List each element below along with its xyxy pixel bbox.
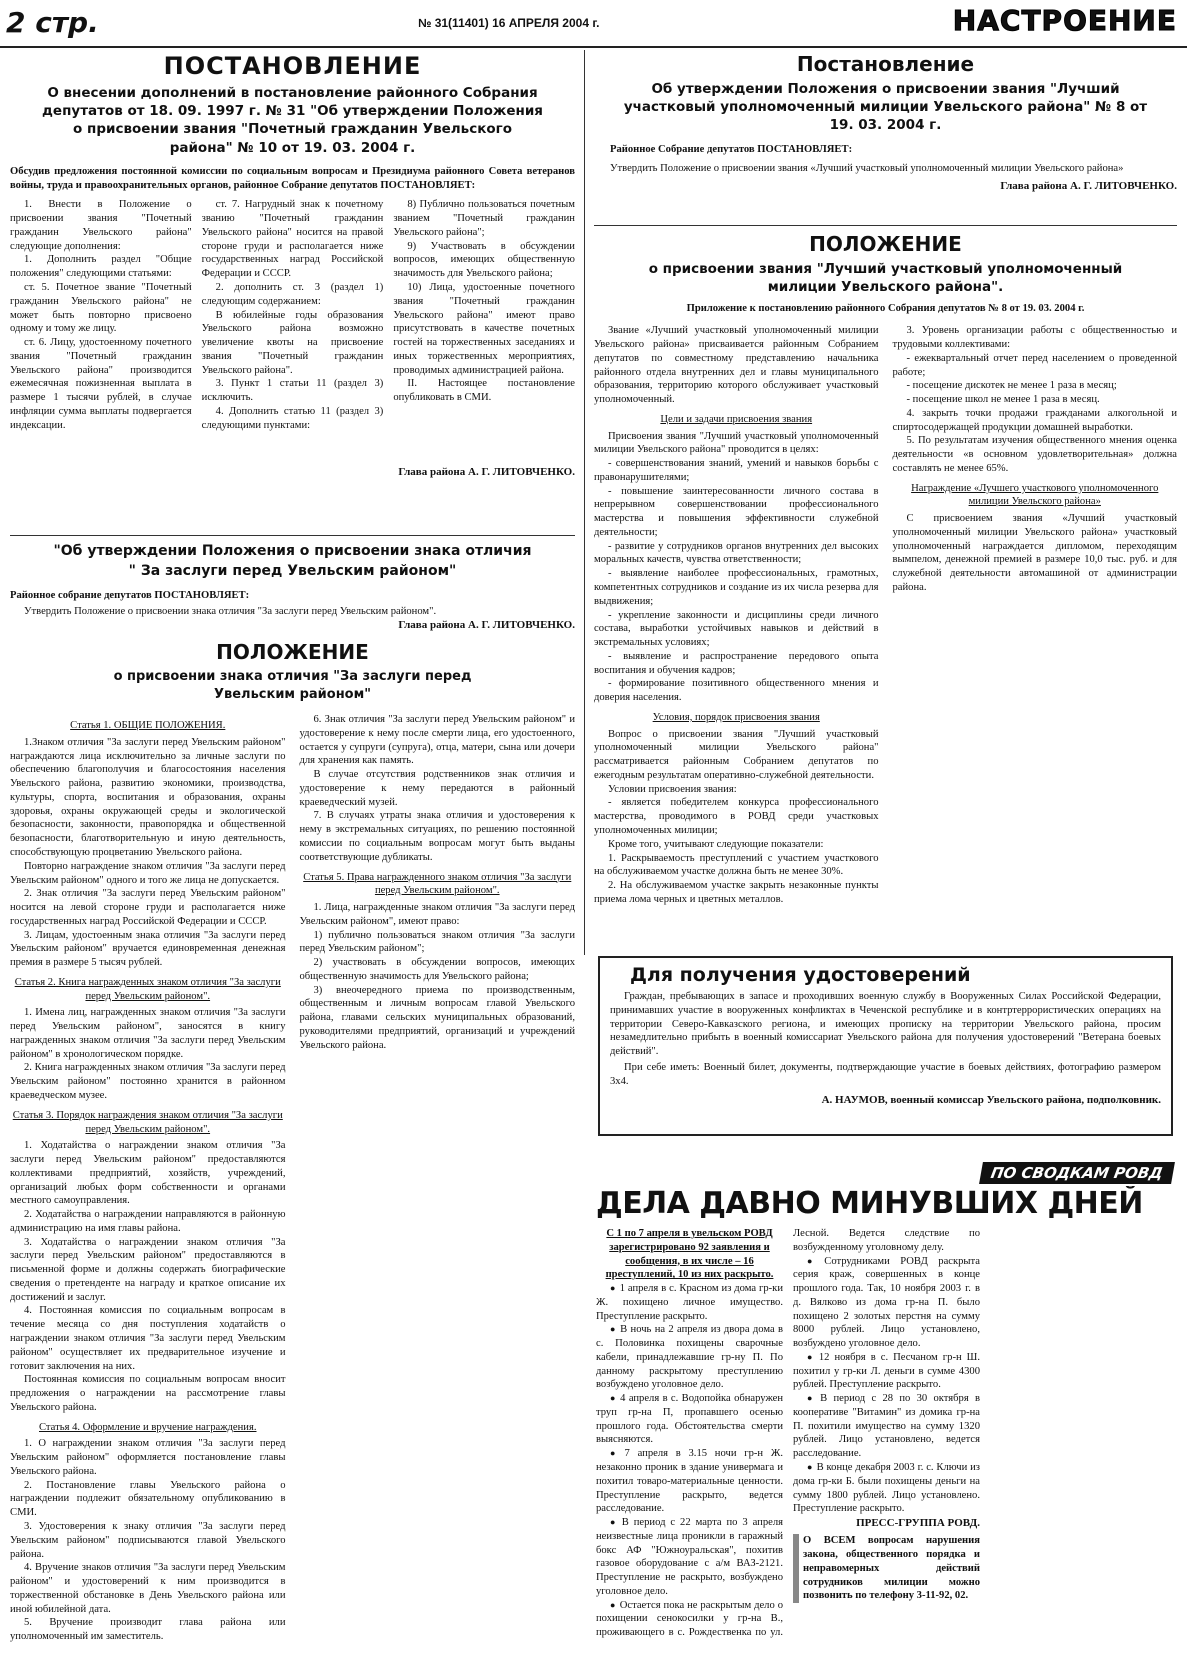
- paragraph: Условии присвоения звания:: [608, 783, 737, 795]
- paragraph: 4. Дополнить статью 11 (раздел 3) следующими пунктами:: [201, 405, 384, 431]
- decree-text: Утвердить Положение о присвоении звания «Лучший участковый уполномоченный милиции Увельского района»: [610, 163, 1124, 175]
- article-heading: Статья 5. Права награжденного знаком отличия "За заслуги перед Увельским районом".: [303, 871, 572, 897]
- paragraph: 2. Постановление главы Увельского района о награждении подлежит обязательному опубликованию в СМИ.: [10, 1479, 286, 1519]
- paragraph: - ежеквартальный отчет перед населением о проведенной работе;: [892, 352, 1177, 378]
- paragraph: Присвоения звания "Лучший участковый уполномоченный милиции Увельского района" проводится в целях:: [594, 430, 879, 456]
- regulation-best-officer: [594, 232, 1177, 954]
- paragraph: - является победителем конкурса профессионального мастерства, проводимого в РОВД среди участковых уполномоченных милиции;: [594, 797, 879, 836]
- notice-text: Граждан, пребывающих в запасе и проходивших военную службу в Вооруженных Силах Российской Федерации, принимавших участие в вооруженных конфликтах в Чеченской республике и в контртеррористических операциях на территории Северо-Кавказского региона, и имеющих прописку на территории Увельского района, просим незамедлительно прибыть в военный комиссариат Увельского района для получения удостоверений "Ветерана боевых действий".: [610, 991, 1161, 1058]
- paragraph: 3. Ходатайства о награждении знаком отличия "За заслуги перед Увельским районом" предоставляются в письменной форме и должны содержать биографические сведения о претенденте на награду и краткое описание их достижений и заслуг.: [10, 1236, 286, 1303]
- headline: ПОЛОЖЕНИЕ: [809, 232, 962, 256]
- article-body: [594, 324, 1177, 924]
- subheadline: о присвоении звания "Лучший участковый уполномоченный милиции Увельского района".: [648, 261, 1123, 296]
- article-heading: Статья 4. Оформление и вручение награждения.: [39, 1421, 257, 1433]
- subheadline: О внесении дополнений в постановление районного Собрания депутатов от 18. 09. 1997 г. № 31 "Об утверждении Положения о присвоении звания "Почетный гражданин Увельского района" № 10 от 19. 03. 2004 г.: [42, 85, 543, 156]
- paragraph: - совершенствования знаний, умений и навыков борьбы с правонарушителями;: [594, 458, 879, 483]
- paragraph: 5. Вручение производит глава района или уполномоченный им заместитель.: [10, 1617, 286, 1643]
- divider: [594, 225, 1177, 226]
- paragraph: 4. Вручение знаков отличия "За заслуги перед Увельским районом" и удостоверений к ним производится в торжественной обстановке в День Увельского района или иной юбилейной дата.: [10, 1562, 286, 1615]
- article-heading: Цели и задачи присвоения звания: [660, 413, 813, 425]
- paragraph: - посещение дискотек не менее 1 раза в месяц;: [906, 380, 1117, 392]
- paragraph: II. Настоящее постановление опубликовать в СМИ.: [393, 378, 575, 404]
- signature: Глава района А. Г. ЛИТОВЧЕНКО.: [1000, 180, 1177, 193]
- resolution-distinction: [10, 542, 575, 634]
- report-item: ● Сотрудниками РОВД раскрыта серия краж, совершенных в конце прошлого года. Так, 10 ноября 2003 г. в д. Вялково из дома гр-на П. было похищено 2 золотых перстня на сумму 8000 рублей. Лицо установлено, возбуждено уголовное дело.: [793, 1255, 980, 1351]
- certificates-notice: [598, 956, 1173, 1136]
- article-heading: Статья 2. Книга награжденных знаком отличия "За заслуги перед Увельским районом".: [14, 976, 281, 1002]
- paragraph: 7. В случаях утраты знака отличия и удостоверения к нему в экстремальных ситуациях, по решению постоянной комиссии по социальным вопросам могут быть выданы соответствующие дубликаты.: [299, 810, 575, 863]
- notice-requirements: При себе иметь: Военный билет, документы, подтверждающие участие в боевых действиях, фотографию размером 3х4.: [610, 1061, 1161, 1087]
- article-body: [10, 713, 575, 1660]
- paragraph: 2. Знак отличия "За заслуги перед Увельским районом" носится на левой стороне груди и располагается ниже государственных наград Российской Федерации и СССР.: [10, 888, 286, 927]
- paragraph: - выявление и распространение передового опыта воспитания и обучения кадров;: [594, 650, 879, 676]
- headline: ПОЛОЖЕНИЕ: [216, 640, 369, 664]
- paragraph: - развитие у сотрудников органов внутренних дел высоких моральных качеств, чувства ответственности;: [594, 540, 879, 566]
- paragraph: 1) публично пользоваться знаком отличия "За заслуги перед Увельским районом";: [299, 929, 575, 955]
- paragraph: 2. Книга награжденных знаком отличия "За заслуги перед Увельским районом" постоянно хранится в районном краеведческом музее.: [10, 1062, 286, 1101]
- signature: А. НАУМОВ, военный комиссар Увельского района, подполковник.: [821, 1094, 1161, 1107]
- column-divider: [584, 50, 585, 955]
- section-title: НАСТРОЕНИЕ: [952, 4, 1177, 37]
- paragraph: В случае отсутствия родственников знак отличия и удостоверение к нему передаются в районный краеведческий музей.: [299, 769, 575, 808]
- headline: ПОСТАНОВЛЕНИЕ: [163, 52, 422, 80]
- paragraph: - выявление наиболее профессиональных, грамотных, компетентных сотрудников и создание из их числа резерва для выдвижения;: [594, 568, 879, 607]
- article-body: [10, 198, 575, 488]
- report-item: ● 1 апреля в с. Красном из дома гр-ки Ж. похищено личное имущество. Преступление раскрыто.: [596, 1282, 783, 1323]
- report-item: ● 12 ноября в с. Песчаном гр-н Ш. похитил у гр-ки Л. деньги в сумме 4300 рублей. Преступление раскрыто.: [793, 1351, 980, 1392]
- paragraph: 2. Ходатайства о награждении направляются в районную администрацию на имя главы района.: [10, 1209, 286, 1234]
- paragraph: 9) Участвовать в обсуждении вопросов, имеющих общественную значимость для Увельского района;: [393, 240, 575, 280]
- decree-line: Районное Собрание депутатов ПОСТАНОВЛЯЕТ:: [610, 143, 853, 155]
- paragraph: - формирование позитивного общественного мнения и доверия населения.: [594, 678, 879, 704]
- lead-text: С 1 по 7 апреля в увельском РОВД зарегистрировано 92 заявления и сообщения, в их числе – 16 преступлений, 10 из них раскрыто.: [605, 1228, 774, 1281]
- paragraph: 6. Знак отличия "За заслуги перед Увельским районом" и удостоверение к нему после смерти лица, его удостоенного, остается у супруги (супруга), отца, матери, сына или дочери для хранения как память.: [299, 714, 575, 767]
- paragraph: 1.Знаком отличия "За заслуги перед Увельским районом" награждаются лица исключительно за личные заслуги по обеспечению благополучия и благосостояния населения Увельского района, развитию экономики, производства, культуры, спорта, воспитания и образования, охраны здоровья, охраны окружающей среды и экологической безопасности, законности, правопорядка и общественной безопасности, благотворительную и иную деятельность, способствующую процветанию Увельского района.: [10, 736, 286, 858]
- paragraph: 1. Ходатайства о награждении знаком отличия "За заслуги перед Увельским районом" предоставляются коллективами предприятий, хозяйств, учреждений, организаций любых форм собственности и органами местного самоуправления.: [10, 1140, 286, 1207]
- paragraph: ст. 5. Почетное звание "Почетный гражданин Увельского района" не может быть повторно присвоено одному и тому же лицу.: [10, 282, 192, 335]
- paragraph: 1. Имена лиц, награжденных знаком отличия "За заслуги перед Увельским районом", заносятся в книгу награжденных знаком отличия "За заслуги перед Увельским районом" в хронологическом порядке.: [10, 1007, 286, 1060]
- report-item: ● В период с 28 по 30 октября в кооперативе "Витамин" из домика гр-на П. похитили имущество на сумму 1320 рублей. Лицо установлено, ведется расследование.: [793, 1392, 980, 1461]
- issue-number: № 31(11401) 16 АПРЕЛЯ 2004 г.: [418, 16, 600, 30]
- paragraph: 3. Лицам, удостоенным знака отличия "За заслуги перед Увельским районом" вручается единовременная денежная премия в размере 5 тысяч рублей.: [10, 929, 286, 969]
- paragraph: Вопрос о присвоении звания "Лучший участковый уполномоченный милиции Увельского района" рассматривается районным Собранием депутатов по ежегодным результатам оперативно-служебной деятельности.: [594, 728, 879, 781]
- masthead: [0, 0, 1187, 48]
- paragraph: 1. О награждении знаком отличия "За заслуги перед Увельским районом" оформляется постановление главы Увельского района.: [10, 1438, 286, 1477]
- paragraph: 1. Внести в Положение о присвоении звания "Почетный гражданин Увельского района" следующие дополнения:: [10, 199, 192, 252]
- paragraph: - укрепление законности и дисциплины среди личного состава, выработки устойчивых навыков и действий в экстремальных условиях;: [594, 609, 879, 649]
- paragraph: С присвоением звания «Лучший участковый уполномоченный милиции Увельского района» участковый уполномоченный награждается дипломом, переходящим вымпелом, денежной премией в размере 10,0 тыс. руб. и для служебной деятельности автомашиной от администрации района.: [892, 513, 1177, 593]
- paragraph: 3. Пункт 1 статьи 11 (раздел 3) исключить.: [201, 378, 384, 404]
- article-heading: Статья 3. Порядок награждения знаком отличия "За заслуги перед Увельским районом".: [12, 1109, 283, 1135]
- paragraph: Кроме того, учитывают следующие показатели:: [608, 838, 824, 850]
- headline: ДЕЛА ДАВНО МИНУВШИХ ДНЕЙ: [596, 1186, 1143, 1221]
- signature: Глава района А. Г. ЛИТОВЧЕНКО.: [398, 466, 575, 479]
- paragraph: 1. Дополнить раздел "Общие положения" следующими статьями:: [10, 254, 192, 280]
- article-heading: Условия, порядок присвоения звания: [652, 711, 820, 723]
- report-item: ● 7 апреля в 3.15 ночи гр-н Ж. незаконно проник в здание универмага и похитил товаро-материальные ценности. Преступление раскрыто, ведется расследование.: [596, 1447, 783, 1516]
- paragraph: 3. Уровень организации работы с общественностью и трудовыми коллективами:: [892, 325, 1177, 350]
- paragraph: 2. На обслуживаемом участке закрыть незаконные пункты приема лома черных и цветных металлов.: [594, 880, 879, 905]
- headline: Постановление: [796, 52, 975, 76]
- paragraph: ст. 7. Нагрудный знак к почетному званию "Почетный гражданин Увельского района" носится на правой стороне груди и располагается ниже государственных наград Российской Федерации и СССР.: [201, 199, 384, 280]
- subheadline: о присвоении знака отличия "За заслуги перед Увельским районом": [113, 669, 472, 702]
- intro: Обсудив предложения постоянной комиссии по социальным вопросам и Президиума районного Совета ветеранов войны, труда и правоохранительных органов, районное Собрание депутатов ПОСТАНОВЛЯЕТ:: [10, 165, 575, 191]
- regulation-distinction: [10, 640, 575, 1660]
- report-item: ● Остается пока не раскрытым дело о похищении сенокосилки у гр-на В., проживающего в с. Рождественка по ул. Лесной. Ведется следствие по возбужденному уголовному делу.: [596, 1227, 980, 1647]
- paragraph: 2. дополнить ст. 3 (раздел 1) следующим содержанием:: [201, 282, 384, 307]
- paragraph: Повторно награждение знаком отличия "За заслуги перед Увельским районом" одного и того же лица не допускается.: [10, 860, 286, 886]
- paragraph: 3. Удостоверения к знаку отличия "За заслуги перед Увельским районом" подписываются главой Увельского района.: [10, 1520, 286, 1560]
- resolution-best-officer: [594, 52, 1177, 222]
- paragraph: 4. Постоянная комиссия по социальным вопросам в течение месяца со дня поступления ходатайств о награждении знаком отличия "За заслуги перед Увельским районом" осуществляет их предварительное изучение и готовит заключения на них.: [10, 1305, 286, 1372]
- police-report: [596, 1186, 1177, 1660]
- paragraph: 10) Лица, удостоенные почетного звания "Почетный гражданин Увельского района" имеют право присутствовать в качестве почетных гостей на торжественных заседаниях и иных торжественных мероприятиях, проводимых администрацией района.: [393, 282, 575, 376]
- hotline-note: О ВСЕМ вопросам нарушения закона, общественного порядка и неправомерных действий сотрудников милиции можно позвонить по телефону 3-11-92, 02.: [793, 1534, 980, 1603]
- paragraph: - повышение заинтересованности личного состава в непрерывном совершенствовании профессионального мастерства и повышения эффективности служебной деятельности;: [594, 485, 879, 538]
- signature: Глава района А. Г. ЛИТОВЧЕНКО.: [398, 618, 575, 631]
- rubric-tag: ПО СВОДКАМ РОВД: [979, 1162, 1175, 1184]
- paragraph: 8) Публично пользоваться почетным званием "Почетный гражданин Увельского района";: [393, 199, 575, 238]
- paragraph: Звание «Лучший участковый уполномоченный милиции Увельского района» присваивается районным Собранием депутатов по совместному представлению начальника районного отдела внутренних дел и главы муниципального образования, территорию которого обслуживает участковый уполномоченный.: [594, 325, 879, 406]
- report-item: ● В период с 22 марта по 3 апреля неизвестные лица проникли в гаражный бокс АФ "Южноуральская", похитив газовое оборудование с а/м ВАЗ-2121. Преступление не раскрыто, возбуждено уголовное дело.: [596, 1516, 783, 1599]
- headline: "Об утверждении Положения о присвоении знака отличия " За заслуги перед Увельским районом": [53, 543, 532, 579]
- paragraph: 1. Лица, награжденные знаком отличия "За заслуги перед Увельским районом", имеют право:: [299, 902, 575, 927]
- report-item: ● В ночь на 2 апреля из двора дома в с. Половинка похищены сварочные кабели, принадлежавшие гр-ну П. По данному раскрытому преступлению возбуждено уголовное дело.: [596, 1323, 783, 1392]
- report-item: ● В конце декабря 2003 г. с. Ключи из дома гр-ки Б. были похищены деньги на сумму 1800 рублей. Лицо установлено. Преступление раскрыто.: [793, 1461, 980, 1516]
- article-heading: Награждение «Лучшего участкового уполномоченного милиции Увельского района»: [911, 482, 1159, 508]
- article-heading: Статья 1. ОБЩИЕ ПОЛОЖЕНИЯ.: [70, 720, 226, 732]
- page-number: 2 стр.: [6, 6, 99, 39]
- appendix-note: Приложение к постановлению районного Собрания депутатов № 8 от 19. 03. 2004 г.: [686, 303, 1085, 315]
- signature: ПРЕСС-ГРУППА РОВД.: [856, 1517, 980, 1530]
- paragraph: 5. По результатам изучения общественного мнения оценка деятельности «в основном удовлетворительная» должна составлять не менее 65%.: [892, 435, 1177, 474]
- paragraph: 2) участвовать в обсуждении вопросов, имеющих общественную значимость для Увельского района;: [299, 957, 575, 982]
- headline: Для получения удостоверений: [630, 964, 971, 986]
- divider: [10, 535, 575, 536]
- decree-line: Районное собрание депутатов ПОСТАНОВЛЯЕТ:: [10, 590, 250, 602]
- decree-text: Утвердить Положение о присвоении знака отличия "За заслуги перед Увельским районом".: [24, 605, 437, 617]
- resolution-honorary-citizen: [10, 52, 575, 530]
- report-body: [596, 1227, 1177, 1647]
- paragraph: 3) внеочередного приема по производственным, общественным и личным вопросам главой Увельского района, главами сельских муниципальных образований, руководителями предприятий, организаций и учреждений Увельского района.: [299, 984, 575, 1051]
- paragraph: 4. закрыть точки продажи гражданами алкогольной и спиртосодержащей продукции домашней выработки.: [892, 407, 1177, 433]
- paragraph: В юбилейные годы образования Увельского района возможно увеличение квоты на присвоение звания "Почетный гражданин Увельского района".: [201, 309, 384, 376]
- paragraph: 1. Раскрываемость преступлений с участием участкового на обслуживаемом участке должна быть не менее 30%.: [594, 852, 879, 878]
- paragraph: ст. 6. Лицу, удостоенному почетного звания "Почетный гражданин Увельского района" производится ежемесячная пожизненная выплата в размере 1 тысячи рублей, в случае инфляции сумма выплаты подвергается индексации.: [10, 337, 192, 431]
- paragraph: Постоянная комиссия по социальным вопросам вносит предложения о награждении на рассмотрение главы Увельского района.: [10, 1374, 286, 1413]
- paragraph: - посещение школ не менее 1 раза в месяц.: [906, 394, 1100, 406]
- report-item: ● 4 апреля в с. Водопойка обнаружен труп гр-на П, пропавшего осенью прошлого года. Обстоятельства смерти выясняются.: [596, 1392, 783, 1447]
- subheadline: Об утверждении Положения о присвоении звания "Лучший участковый уполномоченный милиции Увельского района" № 8 от 19. 03. 2004 г.: [623, 81, 1148, 134]
